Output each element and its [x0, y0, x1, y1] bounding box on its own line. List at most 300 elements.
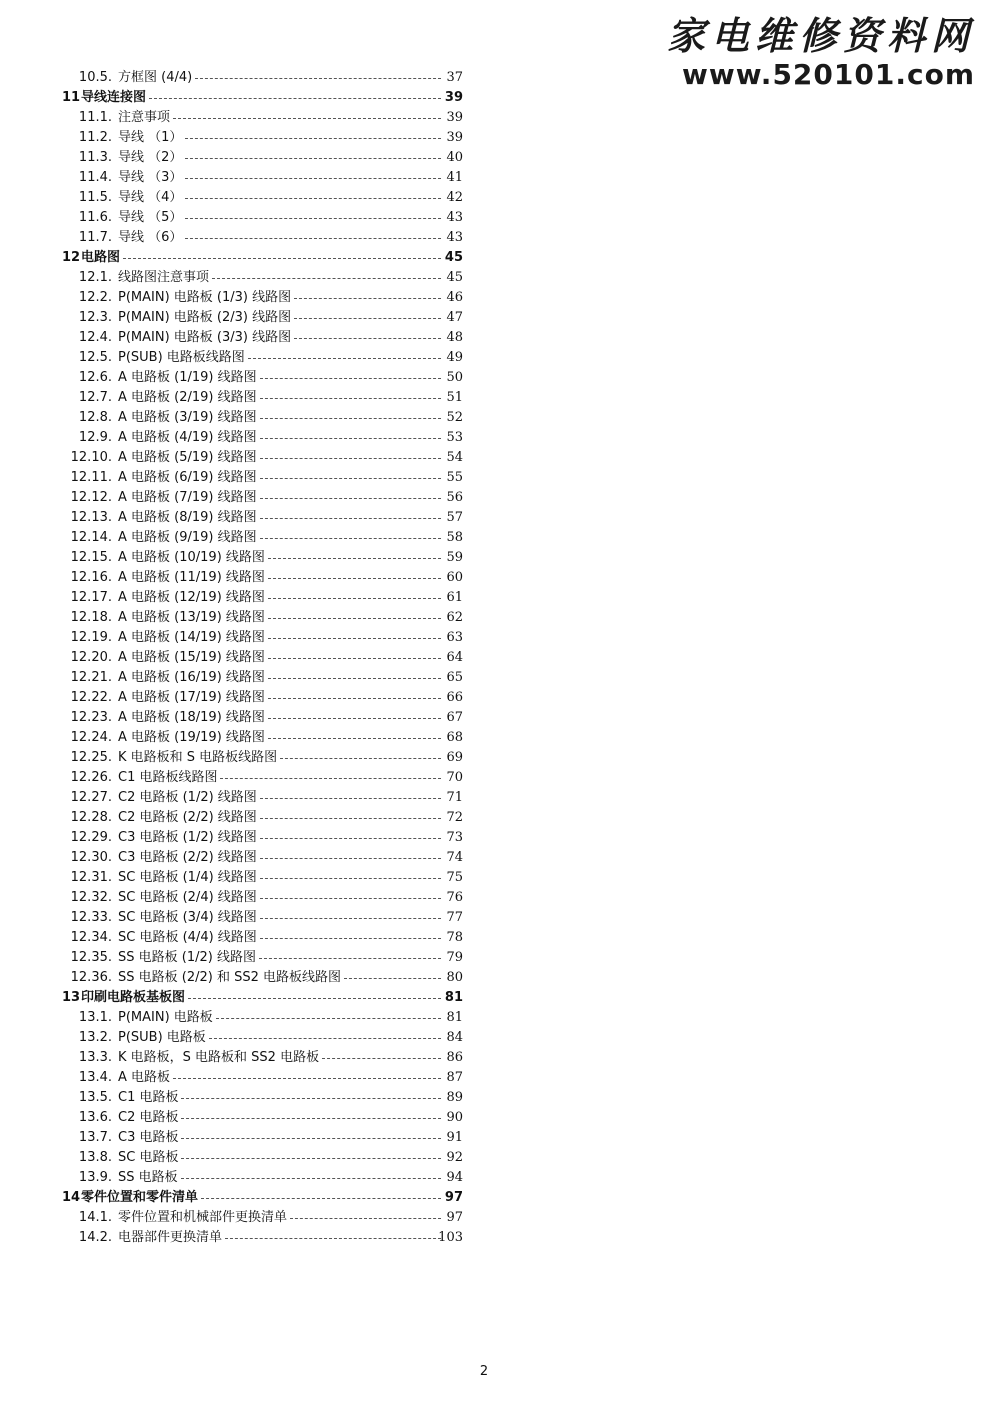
toc-leader: [195, 78, 441, 79]
toc-page-number: 54: [446, 450, 463, 465]
toc-leader: [225, 1238, 441, 1239]
toc-title: A 电路板 (19/19) 线路图: [118, 730, 265, 745]
toc-section-row[interactable]: [0, 688, 470, 708]
toc-title: C2 电路板 (1/2) 线路图: [118, 790, 257, 805]
toc-page-number: 89: [446, 1090, 463, 1105]
toc-section-row[interactable]: [0, 1048, 470, 1068]
toc-page-number: 74: [446, 850, 463, 865]
toc-title: 导线 （1）: [118, 130, 183, 145]
toc-title: A 电路板 (15/19) 线路图: [118, 650, 265, 665]
toc-number: 12.32.: [70, 890, 112, 905]
toc-section-row[interactable]: [0, 308, 470, 328]
toc-leader: [260, 478, 441, 479]
toc-number: 12.34.: [70, 930, 112, 945]
toc-title: SC 电路板: [118, 1150, 179, 1165]
toc-title: SS 电路板 (1/2) 线路图: [118, 950, 256, 965]
toc-number: 12.14.: [70, 530, 112, 545]
toc-section-row[interactable]: [0, 508, 470, 528]
toc-title: 导线 （3）: [118, 170, 183, 185]
toc-title: SC 电路板 (1/4) 线路图: [118, 870, 257, 885]
toc-leader: [185, 178, 441, 179]
toc-page-number: 80: [446, 970, 463, 985]
toc-section-row[interactable]: [0, 628, 470, 648]
toc-section-row[interactable]: [0, 568, 470, 588]
toc-number: 13.2.: [78, 1030, 112, 1045]
toc-page-number: 39: [446, 110, 463, 125]
toc-number: 12.28.: [70, 810, 112, 825]
toc-leader: [260, 798, 441, 799]
toc-number: 13.9.: [78, 1170, 112, 1185]
toc-leader: [220, 778, 441, 779]
toc-page-number: 69: [446, 750, 463, 765]
toc-page-number: 61: [446, 590, 463, 605]
toc-number: 11.7.: [78, 230, 112, 245]
toc-section-row[interactable]: [0, 1088, 470, 1108]
toc-number: 13.3.: [78, 1050, 112, 1065]
toc-leader: [260, 918, 441, 919]
toc-section-row[interactable]: [0, 968, 470, 988]
toc-page-number: 65: [446, 670, 463, 685]
toc-title: P(MAIN) 电路板 (1/3) 线路图: [118, 290, 292, 305]
toc-section-row[interactable]: [0, 288, 470, 308]
toc-section-row[interactable]: [0, 1028, 470, 1048]
toc-section-row[interactable]: [0, 168, 470, 188]
toc-page-number: 97: [444, 1190, 463, 1205]
toc-number: 12.2.: [78, 290, 112, 305]
toc-leader: [260, 938, 441, 939]
toc-section-row[interactable]: [0, 1128, 470, 1148]
toc-leader: [248, 358, 441, 359]
toc-section-row[interactable]: [0, 368, 470, 388]
toc-leader: [185, 198, 441, 199]
toc-section-row[interactable]: [0, 228, 470, 248]
toc-number: 12.18.: [70, 610, 112, 625]
toc-leader: [260, 438, 441, 439]
toc-section-row[interactable]: [0, 488, 470, 508]
toc-section-row[interactable]: [0, 668, 470, 688]
toc-number: 12.26.: [70, 770, 112, 785]
toc-title: SS 电路板: [118, 1170, 178, 1185]
toc-leader: [185, 158, 441, 159]
toc-number: 14.2.: [78, 1230, 112, 1245]
toc-title: A 电路板 (2/19) 线路图: [118, 390, 257, 405]
toc-title: SS 电路板 (2/2) 和 SS2 电路板线路图: [118, 970, 342, 985]
toc-leader: [290, 1218, 441, 1219]
toc-title: A 电路板 (1/19) 线路图: [118, 370, 257, 385]
toc-title: 导线 （4）: [118, 190, 183, 205]
toc-number: 12.15.: [70, 550, 112, 565]
toc-page-number: 42: [446, 190, 463, 205]
toc-page-number: 56: [446, 490, 463, 505]
toc-title: A 电路板 (17/19) 线路图: [118, 690, 265, 705]
toc-section-row[interactable]: [0, 408, 470, 428]
toc-number: 11.4.: [78, 170, 112, 185]
toc-page-number: 64: [446, 650, 463, 665]
toc-leader: [123, 258, 441, 259]
toc-page-number: 43: [446, 210, 463, 225]
toc-leader: [181, 1138, 441, 1139]
toc-leader: [181, 1118, 441, 1119]
watermark-title: 家电维修资料网: [666, 13, 975, 58]
toc-number: 12: [62, 250, 81, 265]
toc-page-number: 68: [446, 730, 463, 745]
toc-number: 12.35.: [70, 950, 112, 965]
watermark: [655, 14, 975, 92]
toc-page-number: 46: [446, 290, 463, 305]
toc-chapter-row[interactable]: [0, 1188, 470, 1208]
toc-leader: [260, 418, 441, 419]
toc-leader: [268, 598, 441, 599]
toc-leader: [260, 498, 441, 499]
toc-title: 电路图: [81, 250, 121, 265]
toc-title: 零件位置和零件清单: [81, 1190, 199, 1205]
toc-section-row[interactable]: [0, 608, 470, 628]
toc-leader: [260, 458, 441, 459]
toc-page-number: 78: [446, 930, 463, 945]
toc-number: 13.4.: [78, 1070, 112, 1085]
toc-title: A 电路板 (14/19) 线路图: [118, 630, 265, 645]
toc-title: A 电路板 (7/19) 线路图: [118, 490, 257, 505]
toc-title: P(SUB) 电路板: [118, 1030, 206, 1045]
toc-page-number: 57: [446, 510, 463, 525]
toc-page-number: 103: [438, 1230, 463, 1245]
toc-section-row[interactable]: [0, 268, 470, 288]
toc-page-number: 52: [446, 410, 463, 425]
toc-section-row[interactable]: [0, 128, 470, 148]
toc-section-row[interactable]: [0, 428, 470, 448]
toc-title: A 电路板 (12/19) 线路图: [118, 590, 265, 605]
toc-title: 电器部件更换清单: [118, 1230, 223, 1245]
toc-leader: [268, 658, 441, 659]
toc-leader: [209, 1038, 441, 1039]
toc-section-row[interactable]: [0, 328, 470, 348]
toc-number: 10.5.: [78, 70, 112, 85]
toc-number: 12.20.: [70, 650, 112, 665]
toc-title: 方框图 (4/4): [118, 70, 193, 85]
toc-leader: [260, 898, 441, 899]
watermark-url: www.520101.com: [682, 58, 975, 91]
toc-number: 12.7.: [78, 390, 112, 405]
toc-page-number: 86: [446, 1050, 463, 1065]
toc-section-row[interactable]: [0, 1228, 470, 1248]
toc-title: K 电路板和 S 电路板线路图: [118, 750, 278, 765]
toc-title: A 电路板 (4/19) 线路图: [118, 430, 257, 445]
toc-title: 导线 （6）: [118, 230, 183, 245]
toc-leader: [260, 858, 441, 859]
toc-section-row[interactable]: [0, 948, 470, 968]
toc-page-number: 45: [444, 250, 463, 265]
toc-number: 14: [62, 1190, 81, 1205]
toc-number: 11.2.: [78, 130, 112, 145]
page-number: 2: [479, 1364, 489, 1379]
toc-page-number: 97: [446, 1210, 463, 1225]
toc-page-number: 67: [446, 710, 463, 725]
toc-number: 14.1.: [78, 1210, 112, 1225]
toc-page-number: 62: [446, 610, 463, 625]
toc-title: C3 电路板 (1/2) 线路图: [118, 830, 257, 845]
toc-leader: [344, 978, 441, 979]
toc-leader: [260, 398, 441, 399]
toc-page-number: 91: [446, 1130, 463, 1145]
toc-section-row[interactable]: [0, 108, 470, 128]
toc-leader: [280, 758, 441, 759]
toc-leader: [268, 558, 441, 559]
toc-title: A 电路板 (11/19) 线路图: [118, 570, 265, 585]
toc-leader: [294, 338, 441, 339]
toc-chapter-row[interactable]: [0, 88, 470, 108]
toc-page-number: 70: [446, 770, 463, 785]
toc-title: C2 电路板: [118, 1110, 179, 1125]
toc-leader: [181, 1098, 441, 1099]
toc-leader: [268, 638, 441, 639]
toc-leader: [260, 378, 441, 379]
toc-page-number: 92: [446, 1150, 463, 1165]
toc-number: 11.5.: [78, 190, 112, 205]
toc-leader: [294, 318, 441, 319]
toc-title: SC 电路板 (3/4) 线路图: [118, 910, 257, 925]
toc-title: A 电路板: [118, 1070, 171, 1085]
toc-page-number: 45: [446, 270, 463, 285]
toc-page-number: 40: [446, 150, 463, 165]
toc-page-number: 94: [446, 1170, 463, 1185]
toc-section-row[interactable]: [0, 208, 470, 228]
toc-title: K 电路板，S 电路板和 SS2 电路板: [118, 1050, 320, 1065]
toc-page-number: 60: [446, 570, 463, 585]
toc-number: 12.31.: [70, 870, 112, 885]
toc-section-row[interactable]: [0, 788, 470, 808]
toc-leader: [212, 278, 441, 279]
toc-section-row[interactable]: [0, 708, 470, 728]
toc-number: 11.1.: [78, 110, 112, 125]
toc-number: 13.6.: [78, 1110, 112, 1125]
toc-page-number: 71: [446, 790, 463, 805]
toc-page-number: 43: [446, 230, 463, 245]
toc-leader: [260, 538, 441, 539]
toc-leader: [322, 1058, 441, 1059]
toc-title: A 电路板 (18/19) 线路图: [118, 710, 265, 725]
toc-title: SC 电路板 (4/4) 线路图: [118, 930, 257, 945]
toc-number: 12.13.: [70, 510, 112, 525]
toc-page-number: 73: [446, 830, 463, 845]
toc-page-number: 39: [444, 90, 463, 105]
toc-page-number: 77: [446, 910, 463, 925]
toc-number: 11.6.: [78, 210, 112, 225]
toc-section-row[interactable]: [0, 68, 470, 88]
toc-page-number: 87: [446, 1070, 463, 1085]
toc-number: 12.33.: [70, 910, 112, 925]
toc-title: P(SUB) 电路板线路图: [118, 350, 245, 365]
toc-title: P(MAIN) 电路板 (2/3) 线路图: [118, 310, 292, 325]
toc-leader: [173, 118, 441, 119]
toc-leader: [260, 878, 441, 879]
toc-section-row[interactable]: [0, 548, 470, 568]
toc-leader: [181, 1158, 441, 1159]
toc-leader: [188, 998, 441, 999]
toc-leader: [149, 98, 441, 99]
toc-page-number: 47: [446, 310, 463, 325]
toc-leader: [260, 518, 441, 519]
toc-number: 12.1.: [78, 270, 112, 285]
toc-title: 导线连接图: [81, 90, 147, 105]
toc-page-number: 53: [446, 430, 463, 445]
toc-page-number: 58: [446, 530, 463, 545]
toc-number: 12.27.: [70, 790, 112, 805]
toc-leader: [260, 838, 441, 839]
toc-section-row[interactable]: [0, 868, 470, 888]
toc-leader: [259, 958, 441, 959]
toc-leader: [268, 618, 441, 619]
toc-leader: [185, 238, 441, 239]
toc-page-number: 81: [444, 990, 463, 1005]
toc-number: 12.17.: [70, 590, 112, 605]
toc-number: 12.30.: [70, 850, 112, 865]
toc-leader: [294, 298, 441, 299]
toc-number: 12.8.: [78, 410, 112, 425]
toc-title: 印刷电路板基板图: [81, 990, 186, 1005]
toc-section-row[interactable]: [0, 1168, 470, 1188]
toc-section-row[interactable]: [0, 188, 470, 208]
toc-chapter-row[interactable]: [0, 988, 470, 1008]
toc-page-number: 63: [446, 630, 463, 645]
toc-number: 12.6.: [78, 370, 112, 385]
toc-leader: [260, 818, 441, 819]
toc-number: 13.8.: [78, 1150, 112, 1165]
toc-section-row[interactable]: [0, 728, 470, 748]
toc-section-row[interactable]: [0, 588, 470, 608]
toc-leader: [185, 218, 441, 219]
toc-title: C1 电路板线路图: [118, 770, 218, 785]
toc-title: 线路图注意事项: [118, 270, 210, 285]
toc-number: 12.11.: [70, 470, 112, 485]
toc-number: 13: [62, 990, 81, 1005]
toc-section-row[interactable]: [0, 928, 470, 948]
toc-section-row[interactable]: [0, 748, 470, 768]
toc-title: P(MAIN) 电路板: [118, 1010, 213, 1025]
toc-page-number: 59: [446, 550, 463, 565]
toc-section-row[interactable]: [0, 648, 470, 668]
toc-leader: [268, 718, 441, 719]
toc-number: 12.29.: [70, 830, 112, 845]
toc-title: C3 电路板 (2/2) 线路图: [118, 850, 257, 865]
toc-number: 13.7.: [78, 1130, 112, 1145]
toc-section-row[interactable]: [0, 528, 470, 548]
toc-number: 12.19.: [70, 630, 112, 645]
toc-number: 12.9.: [78, 430, 112, 445]
toc-page-number: 84: [446, 1030, 463, 1045]
toc-title: 注意事项: [118, 110, 171, 125]
toc-leader: [268, 738, 441, 739]
toc-chapter-row[interactable]: [0, 248, 470, 268]
toc-section-row[interactable]: [0, 468, 470, 488]
toc-page-number: 72: [446, 810, 463, 825]
toc-title: 零件位置和机械部件更换清单: [118, 1210, 288, 1225]
toc-leader: [268, 678, 441, 679]
toc-title: A 电路板 (9/19) 线路图: [118, 530, 257, 545]
toc-section-row[interactable]: [0, 848, 470, 868]
toc-page-number: 41: [446, 170, 463, 185]
toc-section-row[interactable]: [0, 888, 470, 908]
toc-page-number: 75: [446, 870, 463, 885]
toc-page-number: 48: [446, 330, 463, 345]
toc-number: 12.3.: [78, 310, 112, 325]
toc-title: 导线 （2）: [118, 150, 183, 165]
toc-page-number: 50: [446, 370, 463, 385]
toc-page-number: 90: [446, 1110, 463, 1125]
toc-number: 13.5.: [78, 1090, 112, 1105]
toc-section-row[interactable]: [0, 908, 470, 928]
toc-number: 11: [62, 90, 81, 105]
toc-section-row[interactable]: [0, 828, 470, 848]
toc-page-number: 49: [446, 350, 463, 365]
toc-section-row[interactable]: [0, 1148, 470, 1168]
toc-title: A 电路板 (8/19) 线路图: [118, 510, 257, 525]
toc-title: A 电路板 (5/19) 线路图: [118, 450, 257, 465]
toc-number: 12.25.: [70, 750, 112, 765]
toc-number: 12.36.: [70, 970, 112, 985]
toc-title: C3 电路板: [118, 1130, 179, 1145]
toc-leader: [201, 1198, 441, 1199]
toc-page-number: 66: [446, 690, 463, 705]
toc-title: P(MAIN) 电路板 (3/3) 线路图: [118, 330, 292, 345]
toc-section-row[interactable]: [0, 1008, 470, 1028]
toc-title: 导线 （5）: [118, 210, 183, 225]
toc-title: A 电路板 (16/19) 线路图: [118, 670, 265, 685]
toc-page-number: 76: [446, 890, 463, 905]
toc-title: A 电路板 (13/19) 线路图: [118, 610, 265, 625]
toc-title: A 电路板 (6/19) 线路图: [118, 470, 257, 485]
toc-number: 12.4.: [78, 330, 112, 345]
toc-section-row[interactable]: [0, 768, 470, 788]
toc-section-row[interactable]: [0, 148, 470, 168]
toc-section-row[interactable]: [0, 808, 470, 828]
toc-page-number: 39: [446, 130, 463, 145]
toc-section-row[interactable]: [0, 1208, 470, 1228]
toc-page-number: 55: [446, 470, 463, 485]
toc-number: 11.3.: [78, 150, 112, 165]
toc-leader: [173, 1078, 441, 1079]
toc-number: 12.5.: [78, 350, 112, 365]
toc-number: 12.22.: [70, 690, 112, 705]
toc-title: C2 电路板 (2/2) 线路图: [118, 810, 257, 825]
toc-section-row[interactable]: [0, 448, 470, 468]
toc-leader: [268, 578, 441, 579]
toc-leader: [216, 1018, 441, 1019]
table-of-contents: [0, 68, 470, 1248]
toc-title: C1 电路板: [118, 1090, 179, 1105]
toc-number: 13.1.: [78, 1010, 112, 1025]
toc-number: 12.16.: [70, 570, 112, 585]
toc-title: SC 电路板 (2/4) 线路图: [118, 890, 257, 905]
toc-section-row[interactable]: [0, 348, 470, 368]
toc-section-row[interactable]: [0, 1108, 470, 1128]
toc-page-number: 79: [446, 950, 463, 965]
toc-section-row[interactable]: [0, 388, 470, 408]
toc-title: A 电路板 (10/19) 线路图: [118, 550, 265, 565]
toc-number: 12.10.: [70, 450, 112, 465]
toc-page-number: 37: [446, 70, 463, 85]
toc-leader: [185, 138, 441, 139]
toc-page-number: 51: [446, 390, 463, 405]
toc-number: 12.12.: [70, 490, 112, 505]
toc-title: A 电路板 (3/19) 线路图: [118, 410, 257, 425]
toc-page-number: 81: [446, 1010, 463, 1025]
toc-number: 12.23.: [70, 710, 112, 725]
toc-section-row[interactable]: [0, 1068, 470, 1088]
toc-leader: [268, 698, 441, 699]
toc-number: 12.24.: [70, 730, 112, 745]
toc-leader: [181, 1178, 441, 1179]
toc-number: 12.21.: [70, 670, 112, 685]
